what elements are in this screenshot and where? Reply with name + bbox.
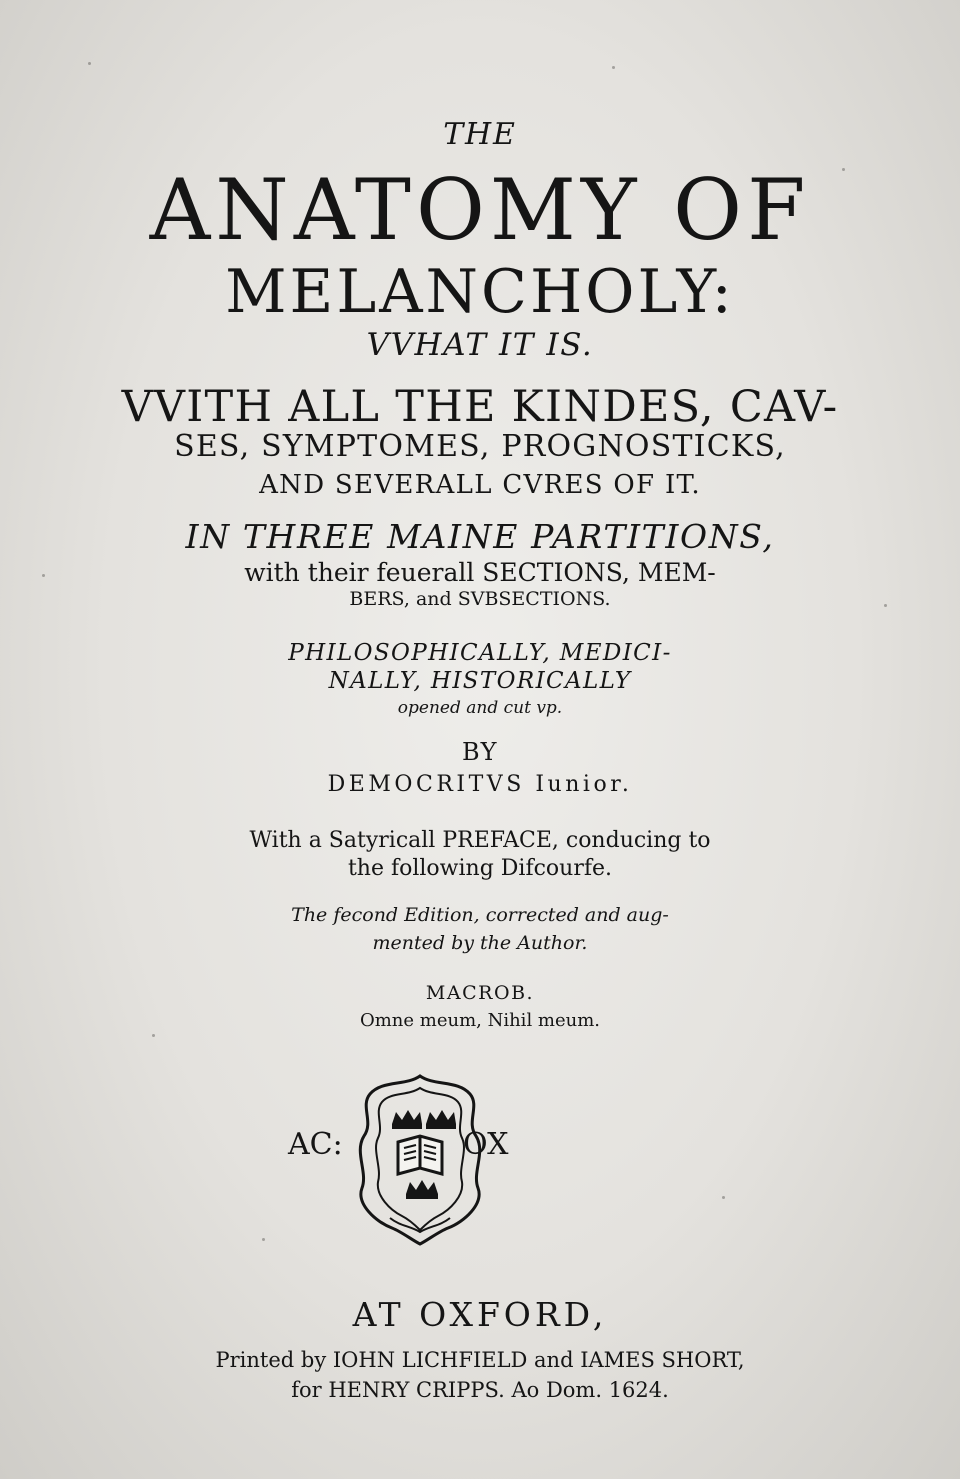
method-line-1: PHILOSOPHICALLY, MEDICI- — [288, 640, 672, 666]
description-line-1: VVITH ALL THE KINDES, CAV- — [121, 382, 839, 432]
paper-speck — [612, 66, 615, 69]
university-crest-icon — [340, 1068, 500, 1248]
imprint-publisher: for HENRY CRIPPS. Ao Dom. 1624. — [291, 1378, 669, 1402]
imprint-place: AT OXFORD, — [352, 1295, 608, 1334]
paper-speck — [722, 1196, 725, 1199]
device-right-mark: OX — [463, 1127, 509, 1162]
preface-line-2: the following Difcourfe. — [347, 856, 613, 881]
edition-line-1: The fecond Edition, corrected and aug- — [291, 904, 669, 926]
motto-text: Omne meum, Nihil meum. — [359, 1010, 601, 1031]
method-line-3: opened and cut vp. — [397, 698, 563, 718]
preface-line-1: With a Satyricall PREFACE, conducing to — [249, 828, 711, 853]
author-line: DEMOCRITVS Iunior. — [327, 772, 633, 797]
title-anatomy-of: ANATOMY OF — [149, 161, 811, 259]
paper-speck — [152, 1034, 155, 1037]
by-line: BY — [462, 738, 498, 766]
paper-speck — [262, 1238, 265, 1241]
subtitle-what-it-is: VVHAT IT IS. — [366, 327, 594, 363]
motto-source: MACROB. — [425, 982, 535, 1004]
description-line-3: AND SEVERALL CVRES OF IT. — [259, 470, 701, 500]
description-line-2: SES, SYMPTOMES, PROGNOSTICKS, — [174, 429, 786, 464]
title-the: THE — [443, 117, 517, 152]
partitions-line-3: BERS, and SVBSECTIONS. — [349, 588, 611, 610]
partitions-line-2: with their feuerall SECTIONS, MEM- — [244, 558, 716, 587]
paper-speck — [88, 62, 91, 65]
title-melancholy: MELANCHOLY: — [225, 257, 735, 327]
imprint-printer: Printed by IOHN LICHFIELD and IAMES SHORT, — [215, 1348, 745, 1372]
partitions-line-1: IN THREE MAINE PARTITIONS, — [185, 517, 775, 556]
device-left-mark: AC: — [288, 1127, 343, 1162]
edition-line-2: mented by the Author. — [372, 932, 588, 954]
method-line-2: NALLY, HISTORICALLY — [328, 668, 632, 694]
